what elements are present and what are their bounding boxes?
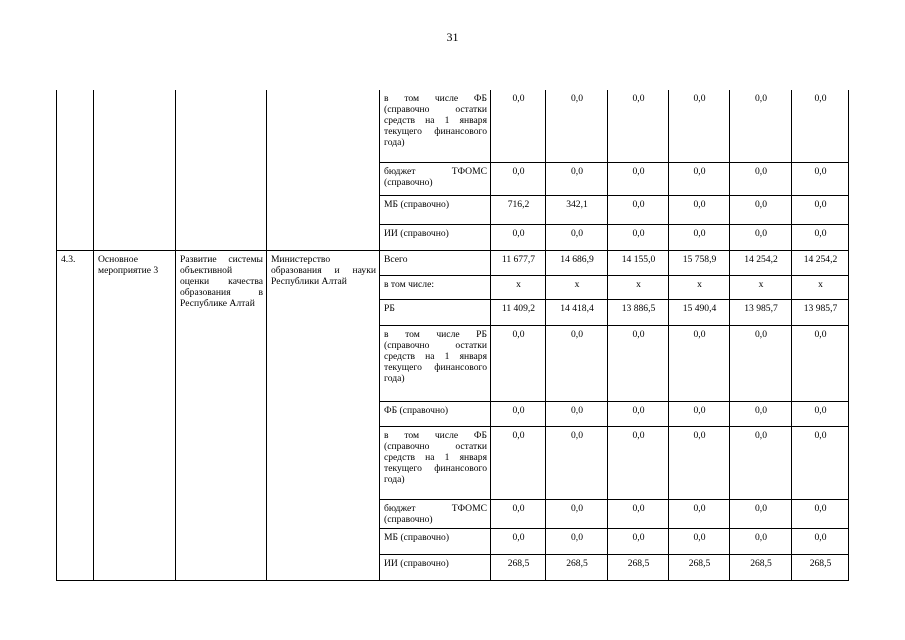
value-cell: 0,0 xyxy=(792,401,849,426)
value-cell: 14 418,4 xyxy=(546,299,608,325)
value-cell: x xyxy=(730,275,792,299)
funding-source-label: в том числе РБ (справочно остатки средств на 1 января текущего финансового года) xyxy=(380,325,491,401)
value-cell: 268,5 xyxy=(491,554,546,580)
value-cell: 0,0 xyxy=(546,401,608,426)
value-cell: 0,0 xyxy=(546,224,608,250)
funding-source-label: РБ xyxy=(380,299,491,325)
value-cell: 0,0 xyxy=(730,499,792,528)
value-cell: 0,0 xyxy=(792,499,849,528)
value-cell: 0,0 xyxy=(608,195,669,224)
value-cell: 268,5 xyxy=(792,554,849,580)
value-cell: 0,0 xyxy=(730,401,792,426)
value-cell: 268,5 xyxy=(546,554,608,580)
section-name: Развитие системы объективной оценки качества образования в Республике Алтай xyxy=(176,250,267,580)
value-cell: 0,0 xyxy=(608,401,669,426)
value-cell: 11 677,7 xyxy=(491,250,546,275)
page-number: 31 xyxy=(446,30,459,44)
value-cell: 0,0 xyxy=(546,499,608,528)
value-cell: 0,0 xyxy=(491,162,546,195)
value-cell: 11 409,2 xyxy=(491,299,546,325)
value-cell: 0,0 xyxy=(608,90,669,162)
event-cell xyxy=(94,90,176,250)
value-cell: 0,0 xyxy=(792,528,849,554)
value-cell: 0,0 xyxy=(669,426,730,499)
value-cell: 268,5 xyxy=(730,554,792,580)
value-cell: x xyxy=(669,275,730,299)
funding-source-label: в том числе: xyxy=(380,275,491,299)
value-cell: 13 985,7 xyxy=(792,299,849,325)
value-cell: 14 254,2 xyxy=(730,250,792,275)
value-cell: 0,0 xyxy=(792,90,849,162)
value-cell: 14 254,2 xyxy=(792,250,849,275)
value-cell: 0,0 xyxy=(792,426,849,499)
section-executor: Министерство образования и науки Республики Алтай xyxy=(267,250,380,580)
value-cell: 0,0 xyxy=(546,426,608,499)
value-cell: 716,2 xyxy=(491,195,546,224)
funding-source-label: бюджет ТФОМС (справочно) xyxy=(380,499,491,528)
funding-source-label: ИИ (справочно) xyxy=(380,554,491,580)
section-number: 4.3. xyxy=(57,250,94,580)
value-cell: 0,0 xyxy=(546,528,608,554)
value-cell: 0,0 xyxy=(546,162,608,195)
funding-source-label: в том числе ФБ (справочно остатки средств на 1 января текущего финансового года) xyxy=(380,426,491,499)
value-cell: 13 886,5 xyxy=(608,299,669,325)
value-cell: 0,0 xyxy=(669,401,730,426)
value-cell: 0,0 xyxy=(491,499,546,528)
value-cell: 0,0 xyxy=(669,90,730,162)
value-cell: 268,5 xyxy=(669,554,730,580)
value-cell: 15 490,4 xyxy=(669,299,730,325)
value-cell: 0,0 xyxy=(608,325,669,401)
value-cell: 0,0 xyxy=(491,401,546,426)
value-cell: 0,0 xyxy=(730,162,792,195)
funding-source-label: ИИ (справочно) xyxy=(380,224,491,250)
value-cell: 0,0 xyxy=(792,162,849,195)
table-row xyxy=(57,250,849,275)
value-cell: 0,0 xyxy=(491,528,546,554)
value-cell: 0,0 xyxy=(546,325,608,401)
value-cell: 0,0 xyxy=(730,528,792,554)
value-cell: 0,0 xyxy=(730,90,792,162)
value-cell: 0,0 xyxy=(792,325,849,401)
number-cell xyxy=(57,90,94,250)
value-cell: 14 155,0 xyxy=(608,250,669,275)
value-cell: 0,0 xyxy=(669,325,730,401)
value-cell: 268,5 xyxy=(608,554,669,580)
value-cell: 0,0 xyxy=(730,426,792,499)
value-cell: 15 758,9 xyxy=(669,250,730,275)
name-cell xyxy=(176,90,267,250)
value-cell: 0,0 xyxy=(546,90,608,162)
value-cell: 0,0 xyxy=(669,499,730,528)
value-cell: x xyxy=(792,275,849,299)
table-row xyxy=(57,90,849,162)
value-cell: 0,0 xyxy=(669,162,730,195)
value-cell: x xyxy=(546,275,608,299)
value-cell: x xyxy=(608,275,669,299)
value-cell: 0,0 xyxy=(491,325,546,401)
value-cell: 0,0 xyxy=(669,528,730,554)
value-cell: 0,0 xyxy=(669,195,730,224)
value-cell: 0,0 xyxy=(730,224,792,250)
value-cell: 0,0 xyxy=(608,499,669,528)
section-event: Основное мероприятие 3 xyxy=(94,250,176,580)
funding-source-label: бюджет ТФОМС (справочно) xyxy=(380,162,491,195)
funding-source-label: МБ (справочно) xyxy=(380,195,491,224)
value-cell: 0,0 xyxy=(669,224,730,250)
value-cell: 0,0 xyxy=(730,325,792,401)
executor-cell xyxy=(267,90,380,250)
funding-source-label: ФБ (справочно) xyxy=(380,401,491,426)
funding-source-label: в том числе ФБ (справочно остатки средств на 1 января текущего финансового года) xyxy=(380,90,491,162)
value-cell: 0,0 xyxy=(730,195,792,224)
value-cell: 0,0 xyxy=(491,90,546,162)
value-cell: 0,0 xyxy=(491,426,546,499)
value-cell: 0,0 xyxy=(608,528,669,554)
value-cell: 14 686,9 xyxy=(546,250,608,275)
value-cell: 0,0 xyxy=(792,195,849,224)
value-cell: 0,0 xyxy=(491,224,546,250)
value-cell: 13 985,7 xyxy=(730,299,792,325)
value-cell: 342,1 xyxy=(546,195,608,224)
value-cell: 0,0 xyxy=(608,426,669,499)
funding-table xyxy=(56,90,849,581)
value-cell: 0,0 xyxy=(792,224,849,250)
funding-source-label: МБ (справочно) xyxy=(380,528,491,554)
table-body xyxy=(57,90,849,580)
funding-source-label: Всего xyxy=(380,250,491,275)
value-cell: 0,0 xyxy=(608,224,669,250)
value-cell: x xyxy=(491,275,546,299)
value-cell: 0,0 xyxy=(608,162,669,195)
